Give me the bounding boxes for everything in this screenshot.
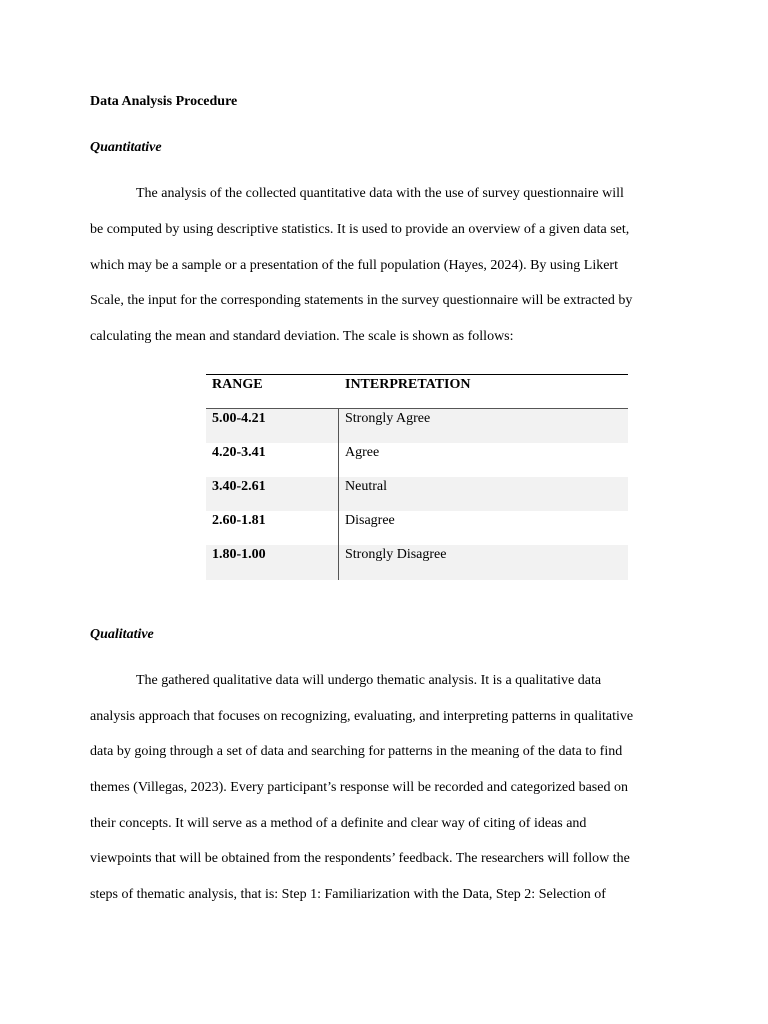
table-row — [206, 477, 628, 511]
section-title: Data Analysis Procedure — [90, 94, 238, 109]
table-column-divider — [338, 409, 339, 580]
interpretation-cell: Strongly Agree — [345, 411, 431, 426]
quantitative-heading: Quantitative — [90, 140, 162, 155]
range-cell: 3.40-2.61 — [212, 479, 266, 494]
quantitative-paragraph-line: The analysis of the collected quantitative data with the use of survey questionnaire will — [136, 186, 624, 201]
range-cell: 2.60-1.81 — [212, 513, 266, 528]
table-row — [206, 511, 628, 545]
qualitative-paragraph-line: their concepts. It will serve as a method of a definite and clear way of citing of ideas and — [90, 816, 587, 831]
table-row — [206, 409, 628, 443]
range-cell: 1.80-1.00 — [212, 547, 266, 562]
qualitative-paragraph-line: analysis approach that focuses on recognizing, evaluating, and interpreting patterns in qualitative — [90, 709, 634, 724]
interpretation-cell: Strongly Disagree — [345, 547, 447, 562]
range-cell: 4.20-3.41 — [212, 445, 266, 460]
table-header-rule — [206, 408, 628, 409]
range-cell: 5.00-4.21 — [212, 411, 266, 426]
range-column-header: RANGE — [212, 377, 263, 392]
interpretation-cell: Agree — [345, 445, 380, 460]
qualitative-paragraph-line: viewpoints that will be obtained from the respondents’ feedback. The researchers will follow the — [90, 851, 630, 866]
table-row — [206, 545, 628, 580]
qualitative-heading: Qualitative — [90, 627, 154, 642]
qualitative-paragraph-line: The gathered qualitative data will undergo thematic analysis. It is a qualitative data — [136, 673, 602, 688]
qualitative-paragraph-line: themes (Villegas, 2023). Every participant’s response will be recorded and categorized based on — [90, 780, 628, 795]
likert-scale-table — [206, 374, 628, 580]
interpretation-cell: Neutral — [345, 479, 387, 494]
interpretation-cell: Disagree — [345, 513, 395, 528]
qualitative-paragraph-line: data by going through a set of data and searching for patterns in the meaning of the data to find — [90, 744, 623, 759]
interpretation-column-header: INTERPRETATION — [345, 377, 471, 392]
quantitative-paragraph-line: calculating the mean and standard deviation. The scale is shown as follows: — [90, 329, 514, 344]
table-row — [206, 443, 628, 477]
quantitative-paragraph-line: which may be a sample or a presentation of the full population (Hayes, 2024). By using Likert — [90, 258, 618, 273]
quantitative-paragraph-line: Scale, the input for the corresponding statements in the survey questionnaire will be extracted by — [90, 293, 633, 308]
qualitative-paragraph-line: steps of thematic analysis, that is: Step 1: Familiarization with the Data, Step 2: Selection of — [90, 887, 606, 902]
quantitative-paragraph-line: be computed by using descriptive statistics. It is used to provide an overview of a given data set, — [90, 222, 630, 237]
